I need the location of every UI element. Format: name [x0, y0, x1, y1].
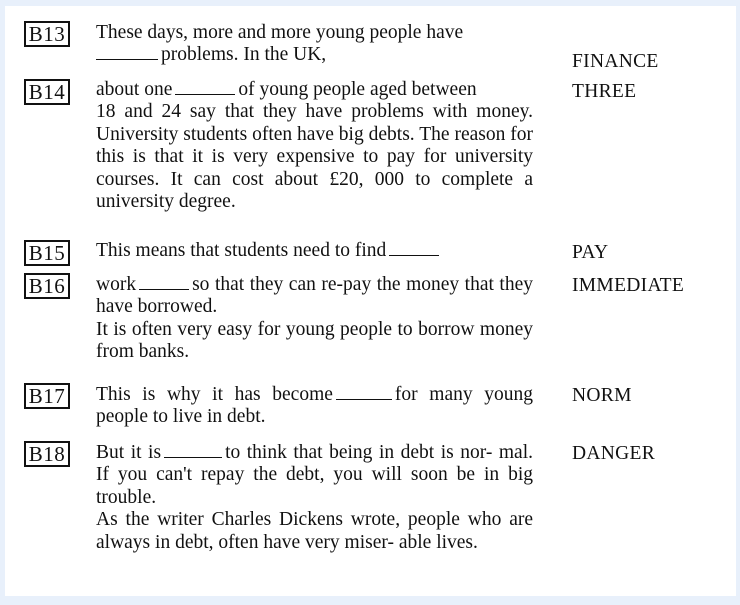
- exercise-page: [5, 6, 736, 596]
- text-line: [96, 442, 533, 509]
- item-tag: B14: [24, 79, 70, 105]
- text-segment: This is why it has become: [96, 384, 333, 405]
- item-tag: B15: [24, 240, 70, 266]
- text-segment: about one: [96, 79, 173, 100]
- item-text: [96, 79, 533, 213]
- item-tag: B16: [24, 273, 70, 299]
- answer-blank[interactable]: [139, 275, 189, 290]
- text-segment: for many young people to live in debt.: [96, 384, 534, 428]
- item-text: [96, 442, 533, 554]
- answer-blank[interactable]: [96, 45, 158, 60]
- item-tag: B17: [24, 383, 70, 409]
- item-text: [96, 384, 533, 429]
- text-segment: problems. In the UK,: [161, 44, 327, 66]
- text-segment: to think that being in debt is nor- mal. If you can't repay the debt, you will soon be in big trouble.: [96, 442, 533, 508]
- text-line: These days, more and more young people have: [96, 22, 464, 43]
- key-word: DANGER: [572, 443, 656, 464]
- answer-blank[interactable]: [336, 385, 392, 400]
- answer-blank[interactable]: [389, 241, 439, 256]
- answer-blank[interactable]: [164, 443, 222, 458]
- item-text: [96, 274, 533, 364]
- text-segment: of young people aged between: [238, 79, 477, 100]
- text-segment: work: [96, 274, 137, 295]
- item-text: [96, 240, 533, 262]
- text-line: [96, 79, 533, 101]
- text-segment: so that they can re-pay the money that they have borrowed.: [96, 274, 533, 318]
- text-paragraph: 18 and 24 say that they have problems with money. University students often have big debts. The reason for this is that it is very expensive to pay for university courses. It can cost about £20, 000 to complete a university degree.: [96, 101, 533, 213]
- item-tag: B18: [24, 441, 70, 467]
- key-word: PAY: [572, 242, 609, 263]
- text-line: [96, 44, 533, 66]
- text-segment: But it is: [96, 442, 162, 463]
- text-line: [96, 384, 533, 429]
- item-text: [96, 22, 533, 67]
- key-word: THREE: [572, 81, 637, 102]
- text-paragraph: As the writer Charles Dickens wrote, people who are always in debt, often have very miser- able lives.: [96, 509, 533, 553]
- text-line: [96, 274, 533, 319]
- key-word: FINANCE: [572, 51, 659, 72]
- text-segment: This means that students need to find: [96, 240, 387, 261]
- text-line: [96, 240, 533, 262]
- text-paragraph: It is often very easy for young people to borrow money from banks.: [96, 318, 533, 363]
- answer-blank[interactable]: [175, 80, 235, 95]
- key-word: IMMEDIATE: [572, 275, 685, 296]
- key-word: NORM: [572, 385, 632, 406]
- item-tag: B13: [24, 21, 70, 47]
